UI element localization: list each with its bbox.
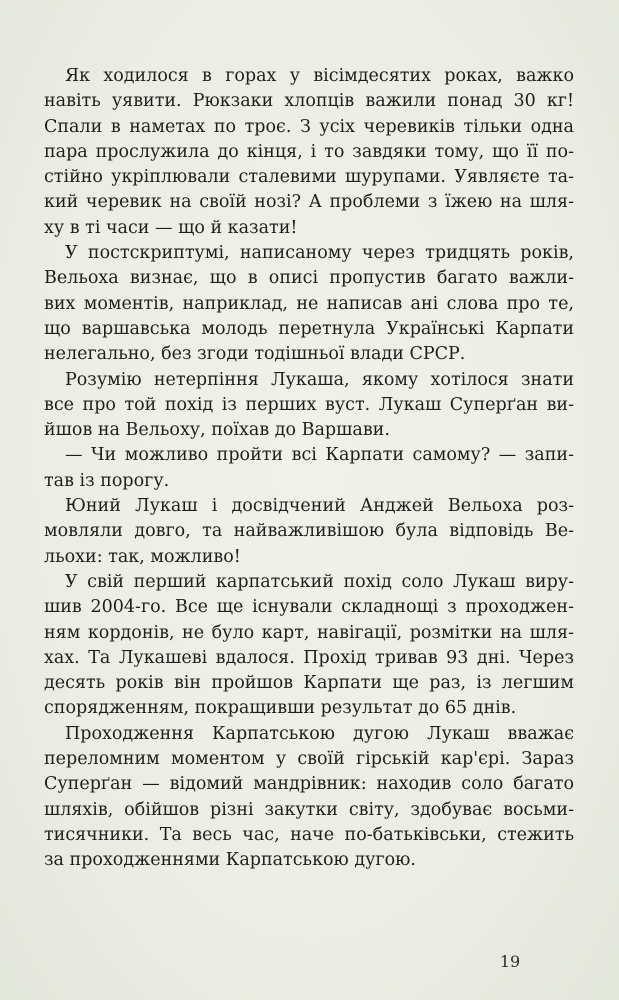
text-line: Розумію нетерпіння Лукаша, якому хотілося знати: [65, 369, 574, 390]
paragraph-3: [44, 368, 574, 444]
text-line: мовляли довго, та найважливішою була відповідь Ве-: [44, 521, 574, 542]
page-number: 19: [499, 952, 521, 971]
text-line: Юний Лукаш і досвідчений Анджей Вельоха роз-: [65, 496, 574, 517]
text-line: спорядженням, покращивши результат до 65 днів.: [44, 698, 517, 719]
body-text: [44, 64, 574, 874]
text-line: У свій перший карпатський похід соло Лукаш виру-: [65, 571, 574, 592]
text-line: шляхів, обійшов різні закутки світу, здобуває восьми-: [44, 799, 574, 820]
text-line: що варшавська молодь перетнула Українські Карпати: [44, 318, 574, 339]
paragraph-6: [44, 570, 574, 722]
text-line: кий черевик на своїй нозі? А проблеми з їжею на шля-: [44, 192, 574, 213]
text-line: навіть уявити. Рюкзаки хлопців важили понад 30 кг!: [44, 91, 574, 112]
text-line: пара прослужила до кінця, і то завдяки тому, що її по-: [44, 141, 574, 162]
text-line: тисячники. Та весь час, наче по-батьківськи, стежить: [44, 824, 574, 845]
text-line: Вельоха визнає, що в описі пропустив багато важли-: [44, 268, 574, 289]
text-line: десять років він пройшов Карпати ще раз, із легшим: [44, 673, 574, 694]
text-line: ху в ті часи — що й казати!: [44, 217, 298, 238]
text-line: Проходження Карпатською дугою Лукаш вважає: [65, 723, 574, 744]
paragraph-4-dialogue: [44, 443, 574, 494]
text-line: все про той похід із перших вуст. Лукаш Суперґан ви-: [44, 394, 574, 415]
text-line: тав із порогу.: [44, 470, 170, 491]
text-line: переломним моментом у своїй гірській кар'єрі. Зараз: [44, 749, 574, 770]
text-line: шив 2004-го. Все ще існували складнощі з проходжен-: [44, 597, 574, 618]
text-line: за проходженнями Карпатською дугою.: [44, 850, 416, 871]
text-line: Як ходилося в горах у вісімдесятих роках, важко: [65, 66, 574, 86]
text-line: хах. Та Лукашеві вдалося. Прохід тривав 93 дні. Через: [44, 647, 574, 668]
text-line: стійно укріплювали сталевими шурупами. Уявляєте та-: [44, 167, 574, 188]
text-line: нелегально, без згоди тодішньої влади СРСР.: [44, 344, 466, 365]
text-line: Суперґан — відомий мандрівник: находив соло багато: [44, 774, 574, 795]
text-line: йшов на Вельоху, поїхав до Варшави.: [44, 420, 390, 441]
text-line: ням кордонів, не було карт, навігації, розмітки на шля-: [44, 622, 574, 643]
text-line: Спали в наметах по троє. З усіх черевиків тільки одна: [44, 116, 574, 137]
text-line: У постскриптумі, написаному через тридцять років,: [65, 243, 574, 264]
paragraph-5: [44, 494, 574, 570]
paragraph-1: [44, 64, 574, 241]
paragraph-7: [44, 722, 574, 874]
text-line: — Чи можливо пройти всі Карпати самому? — запи-: [65, 445, 574, 466]
text-line: льохи: так, можливо!: [44, 546, 241, 567]
paragraph-2: [44, 241, 574, 367]
text-line: вих моментів, наприклад, не написав ані слова про те,: [44, 293, 574, 314]
